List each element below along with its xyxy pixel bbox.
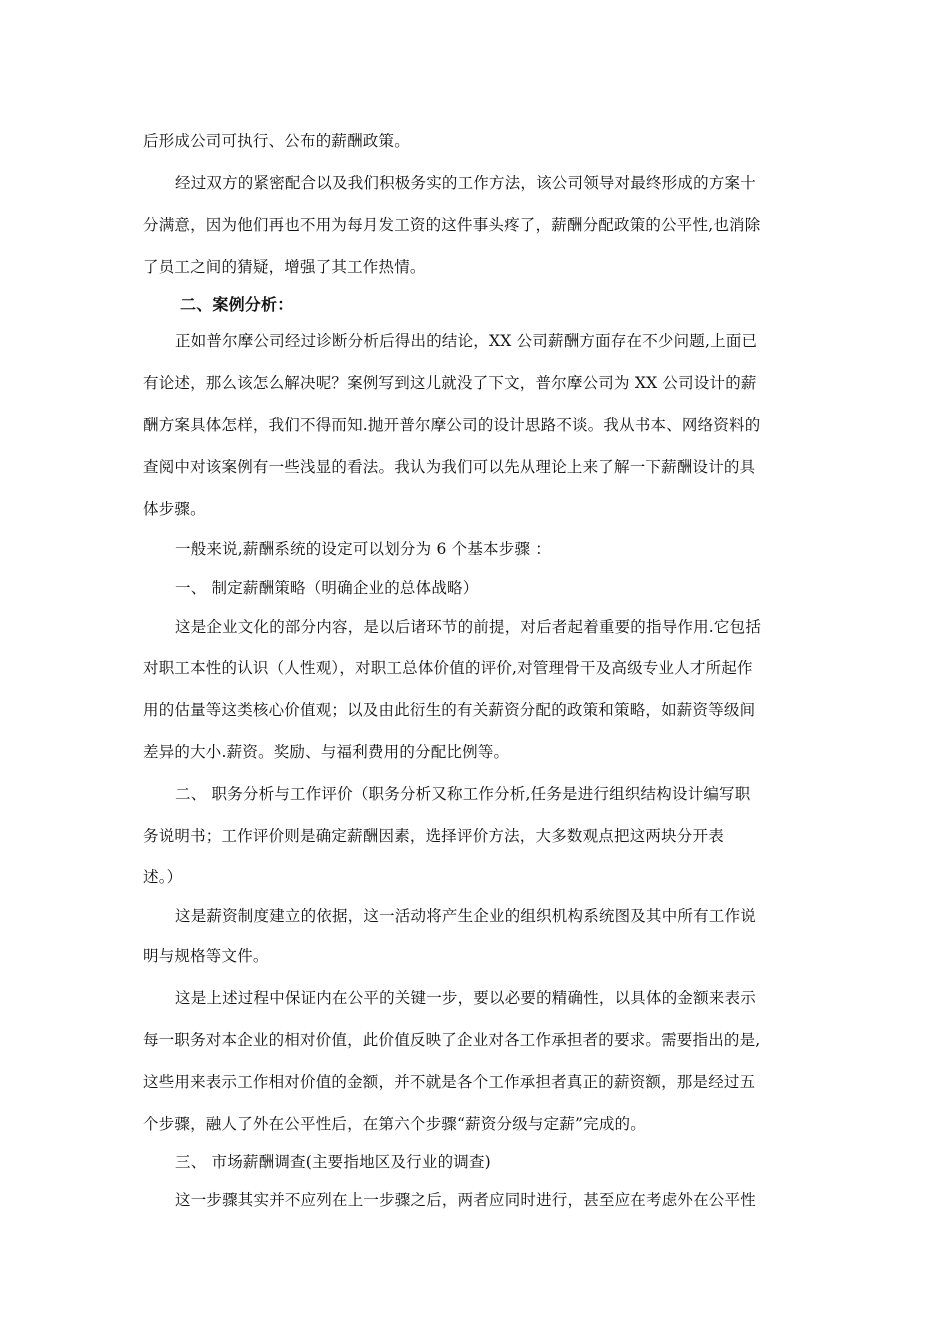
paragraph-line: 个步骤，融人了外在公平性后，在第六个步骤“薪资分级与定薪”完成的。 (143, 1115, 646, 1133)
paragraph-line: 这是薪资制度建立的依据，这一活动将产生企业的组织机构系统图及其中所有工作说 (175, 907, 756, 925)
paragraph-line: 明与规格等文件。 (143, 947, 269, 965)
paragraph-line: 查阅中对该案例有一些浅显的看法。我认为我们可以先从理论上来了解一下薪酬设计的具 (143, 458, 756, 476)
paragraph-line: 这是上述过程中保证内在公平的关键一步，要以必要的精确性，以具体的金额来表示 (175, 989, 756, 1007)
paragraph-line: 对职工本性的认识（人性观），对职工总体价值的评价,对管理骨干及高级专业人才所起作 (143, 659, 753, 677)
paragraph-line: 这一步骤其实并不应列在上一步骤之后，两者应同时进行，甚至应在考虑外在公平性 (175, 1191, 756, 1209)
paragraph-line: 分满意，因为他们再也不用为每月发工资的这件事头疼了，薪酬分配政策的公平性,也消除 (143, 216, 761, 234)
paragraph-line: 有论述，那么该怎么解决呢？案例写到这儿就没了下文，普尔摩公司为 XX 公司设计的薪 (143, 374, 757, 392)
paragraph-line: 体步骤。 (143, 500, 206, 518)
paragraph-line: 经过双方的紧密配合以及我们积极务实的工作方法，该公司领导对最终形成的方案十 (175, 174, 756, 192)
paragraph-line: 这是企业文化的部分内容，是以后诸环节的前提，对后者起着重要的指导作用.它包括 (175, 618, 762, 636)
paragraph-line: 用的估量等这类核心价值观；以及由此衍生的有关薪资分配的政策和策略，如薪资等级间 (143, 701, 756, 719)
paragraph-line: 这些用来表示工作相对价值的金额，并不就是各个工作承担者真正的薪资额，那是经过五 (143, 1073, 756, 1091)
section-heading: 二、案例分析： (180, 295, 294, 314)
paragraph-line: 述。） (143, 868, 183, 886)
paragraph-line: 了员工之间的猜疑，增强了其工作热情。 (143, 258, 426, 276)
paragraph-line: 正如普尔摩公司经过诊断分析后得出的结论，XX 公司薪酬方面存在不少问题,上面已 (175, 332, 758, 350)
step-heading-2: 二、 职务分析与工作评价（职务分析又称工作分析,任务是进行组织结构设计编写职 (175, 785, 751, 803)
paragraph-line: 酬方案具体怎样，我们不得而知.抛开普尔摩公司的设计思路不谈。我从书本、网络资料的 (143, 416, 761, 434)
paragraph-line: 后形成公司可执行、公布的薪酬政策。 (143, 132, 410, 150)
paragraph-line: 每一职务对本企业的相对价值，此价值反映了企业对各工作承担者的要求。需要指出的是, (143, 1031, 761, 1049)
paragraph-line: 一般来说,薪酬系统的设定可以划分为 6 个基本步骤 ： (175, 540, 551, 558)
step-heading-3: 三、 市场薪酬调查(主要指地区及行业的调查) (175, 1153, 491, 1171)
paragraph-line: 差异的大小.薪资。奖励、与福利费用的分配比例等。 (143, 743, 510, 761)
paragraph-line: 务说明书；工作评价则是确定薪酬因素，选择评价方法，大多数观点把这两块分开表 (143, 827, 724, 845)
step-heading-1: 一、 制定薪酬策略（明确企业的总体战略） (175, 579, 479, 597)
